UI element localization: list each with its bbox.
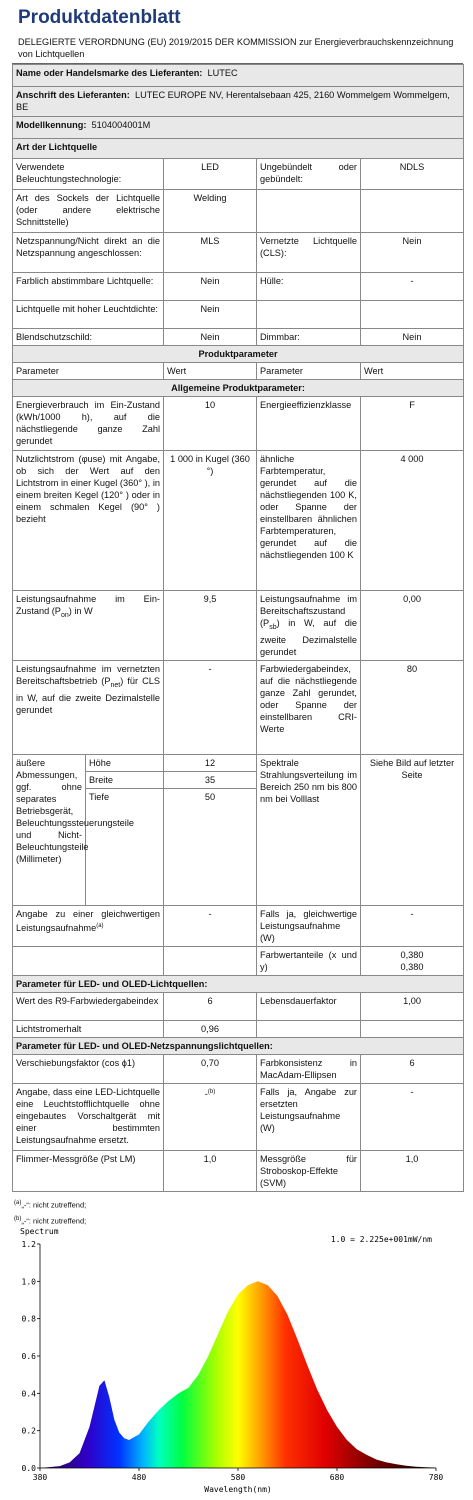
dimmable-value: Nein: [361, 329, 464, 346]
tech-value: LED: [164, 159, 257, 190]
standby-value: 0,00: [361, 591, 464, 661]
y-tick-label: 0.4: [21, 1389, 36, 1399]
colour-consistency-value: 6: [361, 1054, 464, 1083]
empty-cell: [257, 1020, 361, 1037]
footnote-a: $^{(a)}$„-“: nicht zutreffend;: [14, 1199, 87, 1210]
empty-cell: [361, 190, 464, 233]
survival-label: Lebensdauerfaktor: [257, 992, 361, 1020]
energy-on-label: Energieverbrauch im Ein-Zustand (kWh/1000 h), auf die nächstliegende ganze Zahl gerundet: [13, 397, 164, 451]
envelope-label: Hülle:: [257, 273, 361, 301]
undirected-value: NDLS: [361, 159, 464, 190]
power-factor-value: 0,70: [164, 1054, 257, 1083]
supplier-address-row: [13, 87, 464, 117]
section-product-params: Produktparameter: [13, 346, 464, 363]
section-light-source: Art der Lichtquelle: [13, 139, 464, 159]
tunable-label: Farblich abstimmbare Lichtquelle:: [13, 273, 164, 301]
envelope-value: -: [361, 273, 464, 301]
empty-cell: [361, 1020, 464, 1037]
lumen-maintenance-value: 0,96: [164, 1020, 257, 1037]
empty-cell: [257, 301, 361, 329]
equivalent-power-value: -: [164, 905, 257, 946]
chart-title: Spectrum: [20, 1227, 59, 1236]
power-on-label: Leistungsaufnahme im Ein-Zustand $(P_{on})$ in W: [13, 591, 164, 661]
replacement-watt-value: -: [361, 1083, 464, 1150]
x-tick-label: 680: [329, 1473, 345, 1482]
col-head-param: Parameter: [257, 363, 361, 380]
x-axis-title: Wavelength(nm): [204, 1485, 272, 1494]
col-head-value: Wert: [164, 363, 257, 380]
x-tick-label: 780: [428, 1473, 444, 1482]
lumen-maintenance-label: Lichtstromerhalt: [13, 1020, 164, 1037]
col-head-param: Parameter: [13, 363, 164, 380]
efficiency-class-label: Energieeffizienzklasse: [257, 397, 361, 451]
section-led-mains: Parameter für LED- und OLED-Netzspannungslichtquellen:: [13, 1037, 464, 1054]
dimmable-label: Dimmbar:: [257, 329, 361, 346]
y-tick-label: 0.8: [21, 1314, 36, 1324]
empty-cell: [164, 946, 257, 975]
width-value: 35: [164, 771, 257, 788]
cct-value: 4 000: [361, 451, 464, 591]
tech-label: Verwendete Beleuchtungstechnologie:: [13, 159, 164, 190]
high-luminance-label: Lichtquelle mit hoher Leuchtdichte:: [13, 301, 164, 329]
spectrum-area: [40, 1281, 436, 1468]
x-tick-labels: [33, 1468, 444, 1482]
flicker-value: 1,0: [164, 1150, 257, 1191]
chromaticity-value: 0,380 0,380: [361, 946, 464, 975]
tunable-value: Nein: [164, 273, 257, 301]
x-tick-label: 380: [32, 1473, 48, 1482]
stroboscopic-label: Messgröße für Stroboskop-Effekte (SVM): [257, 1150, 361, 1191]
flux-value: 1 000 in Kugel (360 °): [164, 451, 257, 591]
cri-value: 80: [361, 660, 464, 754]
depth-value: 50: [164, 788, 257, 905]
empty-cell: [361, 301, 464, 329]
y-tick-labels: [22, 1240, 40, 1473]
chart-annotation: 1.0 = 2.225e+001mW/nm: [330, 1235, 432, 1244]
datasheet-header: [12, 5, 463, 64]
cri-label: Farbwiedergabeindex, auf die nächstliegende ganze Zahl gerundet, oder Spanne der einstellbaren CRI-Werte: [257, 660, 361, 754]
empty-cell: [257, 190, 361, 233]
undirected-label: Ungebündelt oder gebündelt:: [257, 159, 361, 190]
height-value: 12: [164, 754, 257, 771]
mains-label: Netzspannung/Nicht direkt an die Netzspannung angeschlossen:: [13, 233, 164, 273]
supplier-name-label: Name oder Handelsmarke des Lieferanten:: [16, 68, 203, 78]
product-datasheet: [12, 5, 463, 1229]
cls-value: Nein: [361, 233, 464, 273]
dimensions-label: äußere Abmessungen, ggf. ohne separates Betriebsgerät, Beleuchtungssteuerungsteile und Nicht-Beleuchtungsteile (Millimeter): [13, 754, 86, 905]
spd-value: Siehe Bild auf letzter Seite: [361, 754, 464, 905]
shield-value: Nein: [164, 329, 257, 346]
colour-consistency-label: Farbkonsistenz in MacAdam-Ellipsen: [257, 1054, 361, 1083]
x-tick-label: 480: [131, 1473, 147, 1482]
equivalent-watt-label: Falls ja, gleichwertige Leistungsaufnahme (W): [257, 905, 361, 946]
stroboscopic-value: 1,0: [361, 1150, 464, 1191]
empty-cell: [13, 946, 164, 975]
r9-label: Wert des R9-Farbwiedergabeindex: [13, 992, 164, 1020]
power-factor-label: Verschiebungsfaktor (cos ϕ1): [13, 1054, 164, 1083]
replacement-label: Angabe, dass eine LED-Lichtquelle eine Leuchtstofflichtquelle ohne eingebautes Vorschaltgerät mit einer bestimmten Leistungsaufnahme ersetzt.: [13, 1083, 164, 1150]
energy-on-value: 10: [164, 397, 257, 451]
replacement-value: -$^{(b)}$: [164, 1083, 257, 1150]
y-tick-label: 1.2: [21, 1240, 36, 1249]
mains-value: MLS: [164, 233, 257, 273]
power-on-value: 9,5: [164, 591, 257, 661]
high-luminance-value: Nein: [164, 301, 257, 329]
depth-label: Tiefe: [86, 788, 164, 905]
spectrum-plot-area: [40, 1244, 436, 1468]
cls-label: Vernetzte Lichtquelle (CLS):: [257, 233, 361, 273]
r9-value: 6: [164, 992, 257, 1020]
supplier-address-label: Anschrift des Lieferanten:: [16, 90, 130, 100]
datasheet-table: [12, 64, 464, 1192]
flicker-label: Flimmer-Messgröße (Pst LM): [13, 1150, 164, 1191]
height-label: Höhe: [86, 754, 164, 771]
y-tick-label: 0.0: [21, 1464, 36, 1473]
networked-standby-label: Leistungsaufnahme im vernetzten Bereitschaftsbetrieb $(P_{net})$ für CLS in W, auf die zweite Dezimalstelle gerundet: [13, 660, 164, 754]
spectrum-chart: [12, 1220, 463, 1500]
section-general-params: Allgemeine Produktparameter:: [13, 380, 464, 397]
efficiency-class-value: F: [361, 397, 464, 451]
supplier-name: LUTEC: [207, 68, 238, 78]
section-led-oled: Parameter für LED- und OLED-Lichtquellen:: [13, 975, 464, 992]
y-tick-label: 0.2: [21, 1426, 36, 1436]
width-label: Breite: [86, 771, 164, 788]
flux-label: Nutzlichtstrom (φuse) mit Angabe, ob sich der Wert auf den Lichtstrom in einer Kugel (360° ), in einem breiten Kegel (120° ) oder in einem schmalen Kegel (90° ) bezieht: [13, 451, 164, 591]
col-head-value: Wert: [361, 363, 464, 380]
cct-label: ähnliche Farbtemperatur, gerundet auf die nächstliegenden 100 K, oder Spanne der einstellbaren ähnlichen Farbtemperaturen, gerundet auf die nächstliegenden 100 K: [257, 451, 361, 591]
model-label: Modellkennung:: [16, 120, 87, 130]
cap-value: Welding: [164, 190, 257, 233]
y-tick-label: 1.0: [21, 1277, 36, 1287]
spd-label: Spektrale Strahlungsverteilung im Bereich 250 nm bis 800 nm bei Volllast: [257, 754, 361, 905]
x-tick-label: 580: [230, 1473, 246, 1482]
page-title: Produktdatenblatt: [18, 7, 181, 28]
chromaticity-label: Farbwertanteile (x und y): [257, 946, 361, 975]
replacement-watt-label: Falls ja, Angabe zur ersetzten Leistungsaufnahme (W): [257, 1083, 361, 1150]
y-tick-label: 0.6: [21, 1352, 36, 1361]
supplier-name-row: [13, 65, 464, 87]
equivalent-watt-value: -: [361, 905, 464, 946]
model-row: [13, 117, 464, 139]
survival-value: 1,00: [361, 992, 464, 1020]
model-id: 5104004001M: [91, 120, 151, 130]
regulation-text: DELEGIERTE VERORDNUNG (EU) 2019/2015 DER KOMMISSION zur Energieverbrauchskennzeichnung von Lichtquellen: [18, 37, 454, 59]
equivalent-power-label: Angabe zu einer gleichwertigen Leistungsaufnahme$^{(a)}$: [13, 905, 164, 946]
networked-standby-value: -: [164, 660, 257, 754]
cap-label: Art des Sockels der Lichtquelle (oder andere elektrische Schnittstelle): [13, 190, 164, 233]
footnote-b: $^{(b)}$„-“: nicht zutreffend;: [14, 1216, 87, 1226]
shield-label: Blendschutzschild:: [13, 329, 164, 346]
standby-label: Leistungsaufnahme im Bereitschaftszustand $(P_{sb})$ in W, auf die zweite Dezimalstelle gerundet: [257, 591, 361, 661]
supplier-address: LUTEC EUROPE NV, Herentalsebaan 425, 2160 Wommelgem Wommelgem, BE: [16, 90, 450, 112]
